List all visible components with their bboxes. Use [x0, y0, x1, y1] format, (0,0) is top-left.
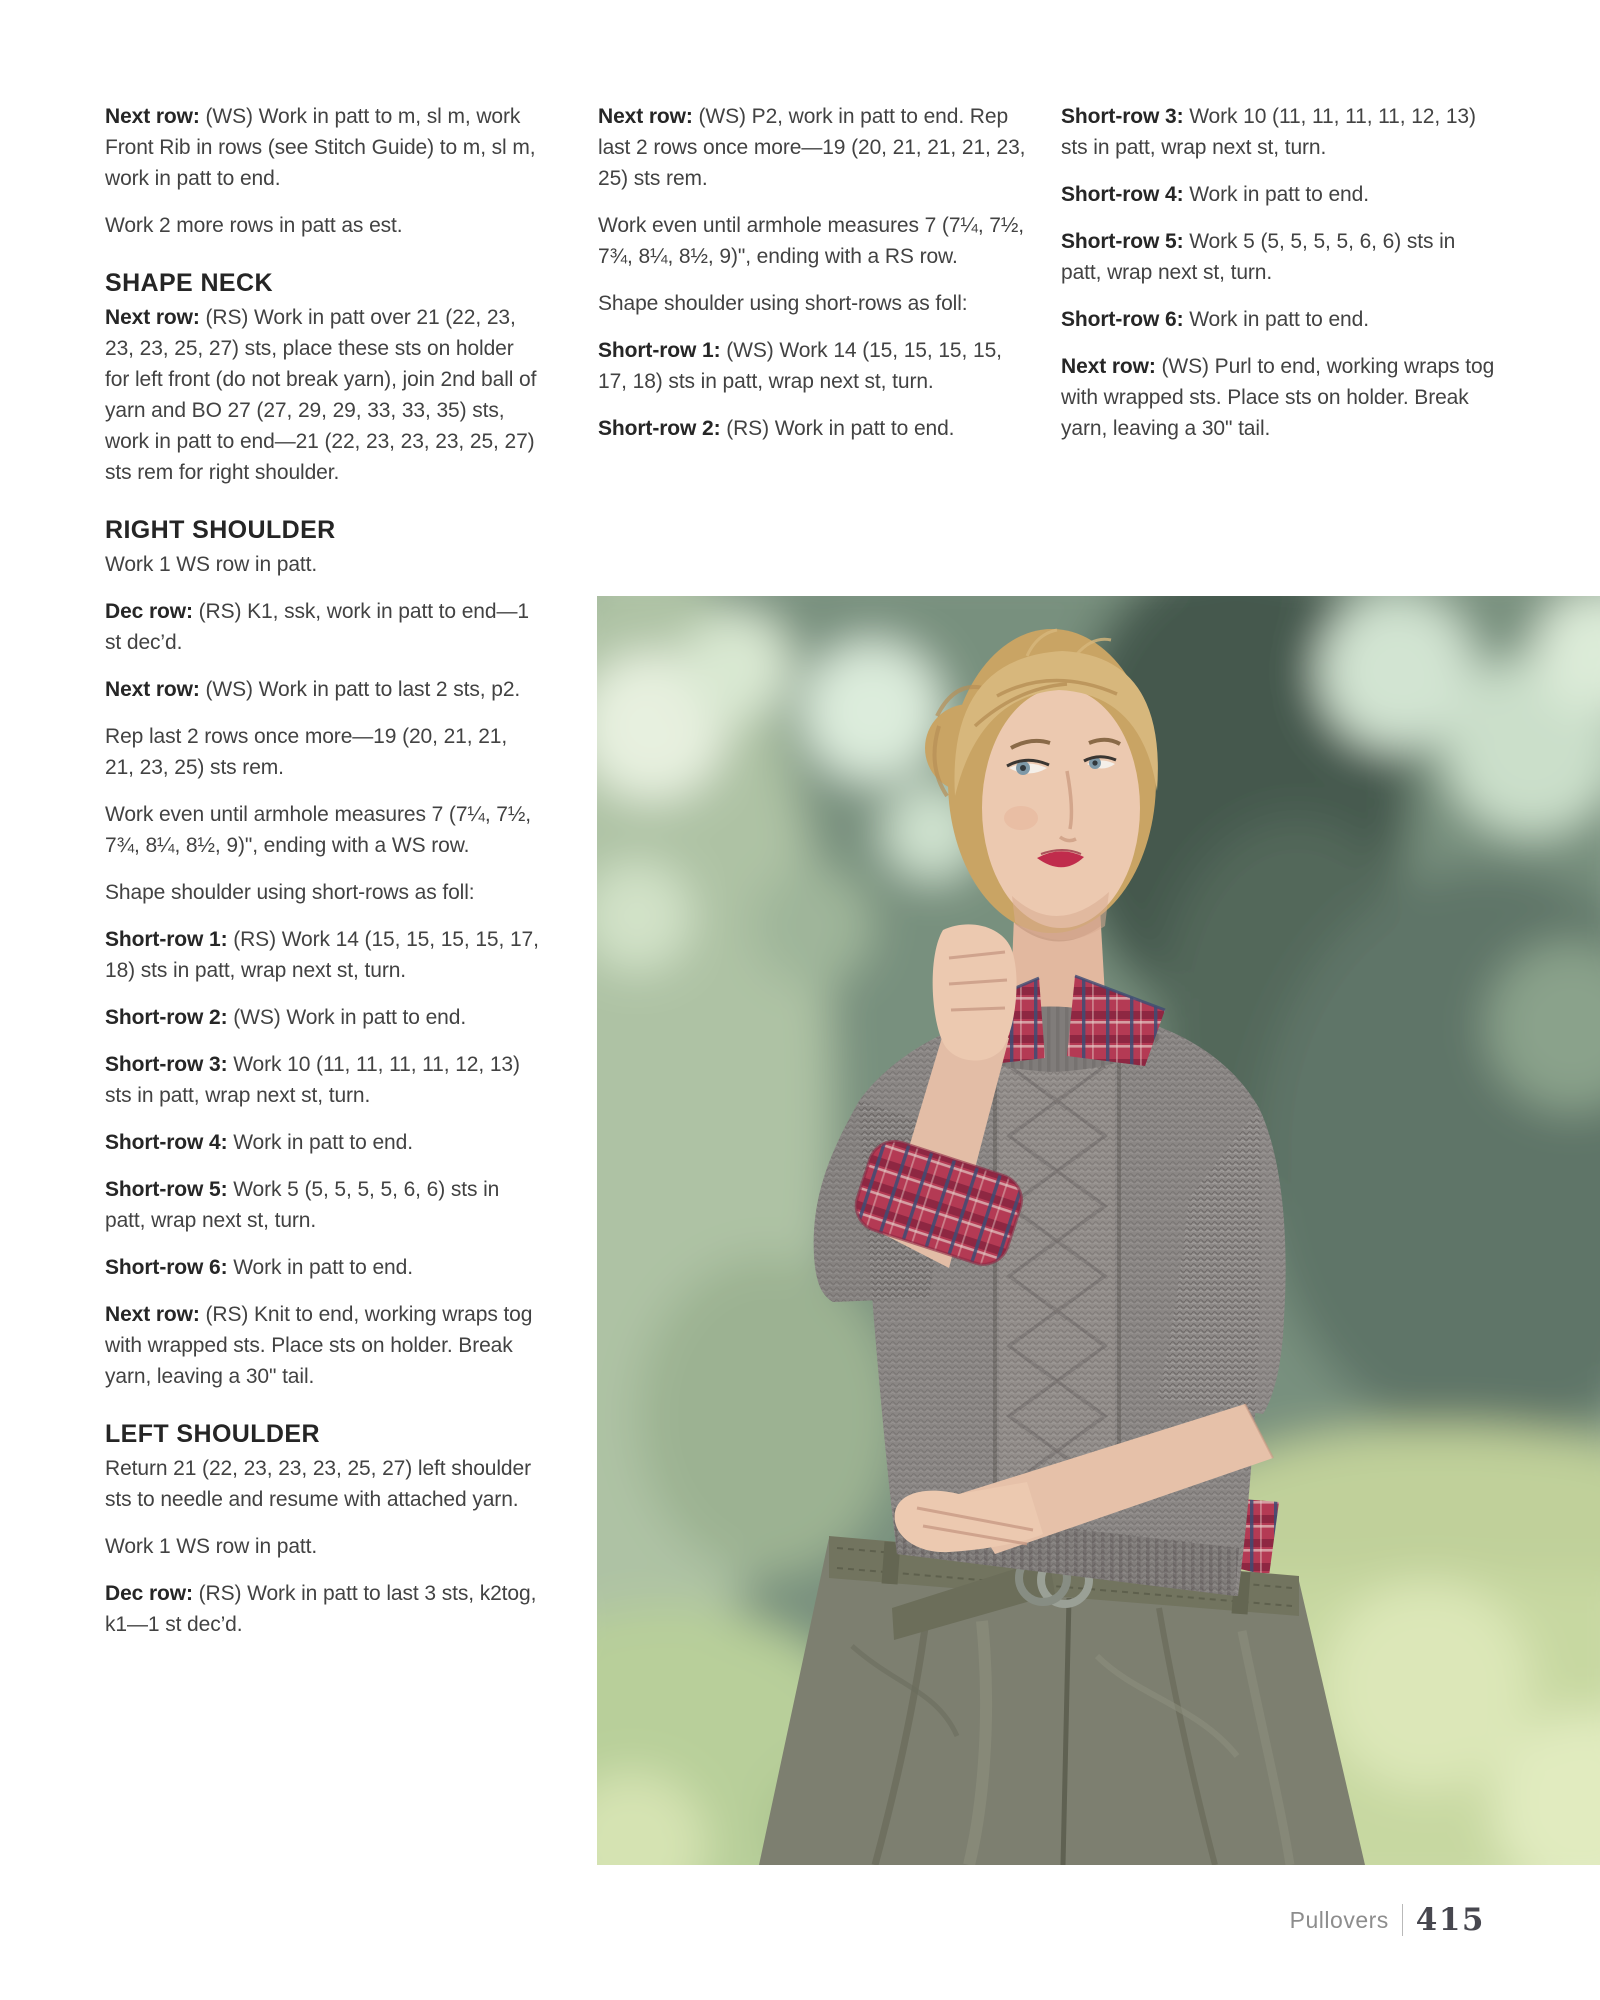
pattern-paragraph: [105, 101, 541, 194]
pattern-paragraph: [105, 877, 541, 908]
sweater-photo-illustration: [597, 596, 1600, 1865]
row-label: Next row:: [105, 306, 200, 329]
row-label: Short-row 4:: [105, 1131, 228, 1154]
paragraph-text: Work even until armhole measures 7 (7¼, 7½, 7¾, 8¼, 8½, 9)", ending with a WS row.: [105, 803, 532, 857]
sweater-photo: [597, 596, 1600, 1865]
paragraph-text: Work in patt to end.: [1189, 308, 1369, 331]
row-label: Short-row 5:: [1061, 230, 1184, 253]
paragraph-text: (WS) P2, work in patt to end. Rep last 2 rows once more—19 (20, 21, 21, 21, 23, 25) sts rem.: [598, 105, 1026, 190]
row-label: Short-row 2:: [598, 417, 721, 440]
pattern-paragraph: [105, 1531, 541, 1562]
row-label: Short-row 1:: [105, 928, 228, 951]
paragraph-text: Work in patt to end.: [1189, 183, 1369, 206]
paragraph-text: Work 5 (5, 5, 5, 5, 6, 6) sts in patt, wrap next st, turn.: [105, 1178, 500, 1232]
section-heading: LEFT SHOULDER: [105, 1420, 320, 1448]
row-label: Next row:: [105, 105, 200, 128]
section-heading: SHAPE NECK: [105, 269, 273, 297]
pattern-paragraph: [105, 549, 541, 580]
row-label: Short-row 5:: [105, 1178, 228, 1201]
row-label: Short-row 3:: [105, 1053, 228, 1076]
paragraph-text: (WS) Work in patt to last 2 sts, p2.: [205, 678, 521, 701]
paragraph-text: Work 1 WS row in patt.: [105, 553, 318, 576]
paragraph-text: Work 2 more rows in patt as est.: [105, 214, 403, 237]
paragraph-text: Shape shoulder using short-rows as foll:: [598, 292, 968, 315]
pattern-paragraph: [105, 924, 541, 986]
paragraph-text: Return 21 (22, 23, 23, 23, 25, 27) left shoulder sts to needle and resume with attached yarn.: [105, 1457, 531, 1511]
paragraph-text: Work in patt to end.: [233, 1131, 413, 1154]
footer-page-number: 415: [1415, 1902, 1485, 1938]
paragraph-text: (RS) Knit to end, working wraps tog with wrapped sts. Place sts on holder. Break yarn, leaving a 30" tail.: [105, 1303, 533, 1388]
pattern-paragraph: [105, 302, 541, 488]
page-footer: [1290, 1902, 1485, 1938]
paragraph-text: (WS) Work in patt to end.: [233, 1006, 467, 1029]
pattern-column-middle: [598, 101, 1030, 460]
paragraph-text: Work 10 (11, 11, 11, 11, 12, 13) sts in patt, wrap next st, turn.: [1061, 105, 1476, 159]
paragraph-text: (RS) Work 14 (15, 15, 15, 15, 17, 18) sts in patt, wrap next st, turn.: [105, 928, 539, 982]
pattern-paragraph: [105, 1174, 541, 1236]
pattern-paragraph: [105, 596, 541, 658]
paragraph-text: Rep last 2 rows once more—19 (20, 21, 21, 21, 23, 25) sts rem.: [105, 725, 508, 779]
pattern-paragraph: [1061, 304, 1497, 335]
paragraph-text: (RS) Work in patt to end.: [726, 417, 955, 440]
paragraph-text: Work 10 (11, 11, 11, 11, 12, 13) sts in patt, wrap next st, turn.: [105, 1053, 520, 1107]
footer-section-label: Pullovers: [1289, 1906, 1389, 1933]
pattern-paragraph: [105, 1049, 541, 1111]
paragraph-text: Work even until armhole measures 7 (7¼, 7½, 7¾, 8¼, 8½, 9)", ending with a RS row.: [598, 214, 1025, 268]
pattern-paragraph: [105, 1453, 541, 1515]
paragraph-text: Shape shoulder using short-rows as foll:: [105, 881, 475, 904]
pattern-paragraph: [1061, 101, 1497, 163]
footer-divider: [1402, 1904, 1403, 1936]
row-label: Next row:: [105, 678, 200, 701]
row-label: Short-row 3:: [1061, 105, 1184, 128]
row-label: Short-row 6:: [105, 1256, 228, 1279]
pattern-paragraph: [105, 1299, 541, 1392]
paragraph-text: Work in patt to end.: [233, 1256, 413, 1279]
row-label: Short-row 4:: [1061, 183, 1184, 206]
pattern-paragraph: [105, 1002, 541, 1033]
row-label: Next row:: [598, 105, 693, 128]
paragraph-text: (RS) Work in patt to last 3 sts, k2tog, k1—1 st dec’d.: [105, 1582, 537, 1636]
pattern-paragraph: [105, 1578, 541, 1640]
pattern-paragraph: [105, 210, 541, 241]
section-heading: RIGHT SHOULDER: [105, 516, 336, 544]
pattern-paragraph: [105, 799, 541, 861]
pattern-paragraph: [598, 210, 1030, 272]
pattern-paragraph: [105, 1252, 541, 1283]
pattern-paragraph: [1061, 351, 1497, 444]
pattern-column-right: [1061, 101, 1497, 460]
row-label: Dec row:: [105, 1582, 193, 1605]
pattern-paragraph: [598, 101, 1030, 194]
paragraph-text: (WS) Work in patt to m, sl m, work Front Rib in rows (see Stitch Guide) to m, sl m, work in patt to end.: [105, 105, 536, 190]
paragraph-text: (WS) Work 14 (15, 15, 15, 15, 17, 18) sts in patt, wrap next st, turn.: [598, 339, 1002, 393]
row-label: Short-row 2:: [105, 1006, 228, 1029]
paragraph-text: Work 1 WS row in patt.: [105, 1535, 318, 1558]
pattern-paragraph: [598, 288, 1030, 319]
paragraph-text: (RS) K1, ssk, work in patt to end—1 st dec’d.: [105, 600, 529, 654]
row-label: Dec row:: [105, 600, 193, 623]
pattern-paragraph: [105, 1127, 541, 1158]
pattern-paragraph: [1061, 226, 1497, 288]
row-label: Next row:: [1061, 355, 1156, 378]
row-label: Next row:: [105, 1303, 200, 1326]
pattern-column-left: [105, 101, 541, 1656]
pattern-paragraph: [1061, 179, 1497, 210]
pattern-paragraph: [105, 721, 541, 783]
paragraph-text: Work 5 (5, 5, 5, 5, 6, 6) sts in patt, wrap next st, turn.: [1061, 230, 1456, 284]
pattern-paragraph: [105, 674, 541, 705]
pattern-paragraph: [598, 335, 1030, 397]
pattern-paragraph: [598, 413, 1030, 444]
paragraph-text: (RS) Work in patt over 21 (22, 23, 23, 23, 25, 27) sts, place these sts on holder for left front (do not break yarn), join 2nd ball of yarn and BO 27 (27, 29, 29, 33, 33, 35) sts, work in patt to end—21 (22, 23, 23, 23, 25, 27) sts rem for right shoulder.: [105, 306, 537, 484]
paragraph-text: (WS) Purl to end, working wraps tog with wrapped sts. Place sts on holder. Break yarn, leaving a 30" tail.: [1061, 355, 1495, 440]
row-label: Short-row 1:: [598, 339, 721, 362]
row-label: Short-row 6:: [1061, 308, 1184, 331]
